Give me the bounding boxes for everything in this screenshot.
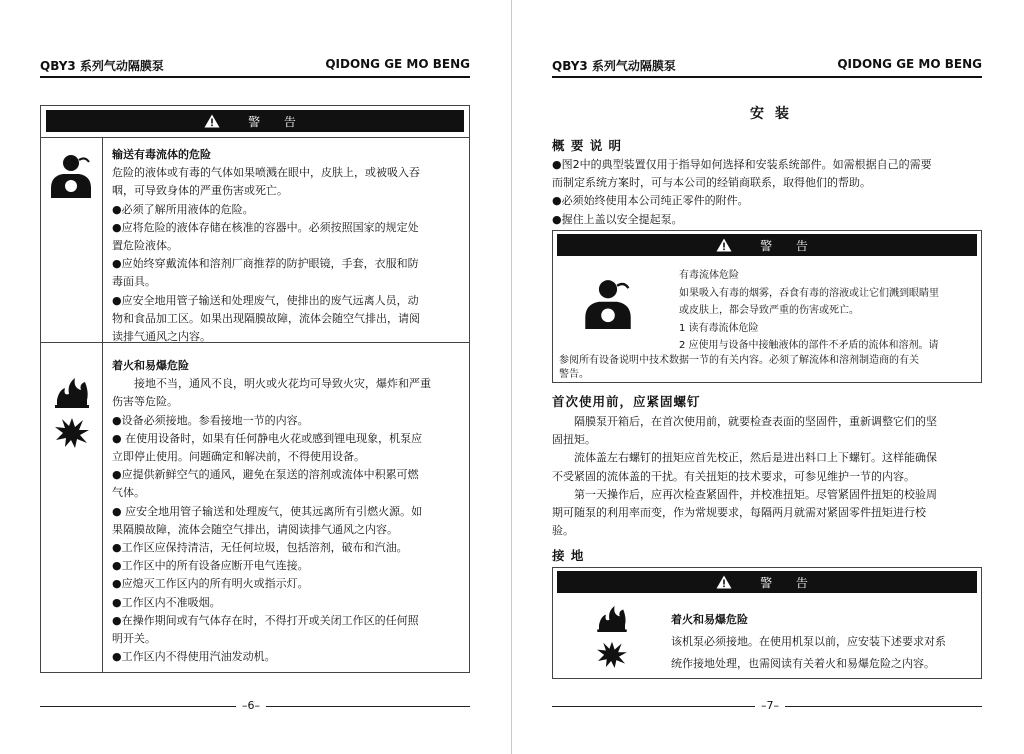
header-right-title: QIDONG GE MO BENG xyxy=(325,57,470,71)
text-line: 该机泵必须接地。在使用机泵以前，应安装下述要求对系 xyxy=(671,635,946,648)
running-header xyxy=(40,57,470,77)
text-line: ● 应安全地用管子输送和处理废气，使其远离所有引燃火源。如 xyxy=(112,504,423,518)
text-line: ●工作区应保持清洁，无任何垃圾，包括溶剂，破布和汽油。 xyxy=(112,541,408,555)
text-line: 伤害等危险。 xyxy=(112,395,178,409)
warning-triangle-icon xyxy=(716,575,732,589)
text-line: 物和食品加工区。如果出现隔膜故障，流体会随空气排出，请阅 xyxy=(112,311,420,325)
text-line: 1 读有毒流体危险 xyxy=(679,322,759,334)
warning-triangle-icon xyxy=(204,114,220,128)
text-line: 立即停止使用。问题确定和解决前，不得使用设备。 xyxy=(112,450,365,464)
text-line: 流体盖左右螺钉的扭矩应首先校正，然后是进出料口上下螺钉。这样能确保 xyxy=(574,451,937,465)
warning-box-fire xyxy=(552,567,982,679)
page-title: 安 装 xyxy=(750,106,792,122)
text-line: 统作接地处理，也需阅读有关着火和易爆危险之内容。 xyxy=(671,657,935,670)
text-line: 验。 xyxy=(552,524,574,538)
divider xyxy=(41,137,469,138)
header-left-title: QBY3 系列气动隔膜泵 xyxy=(40,59,164,73)
text-line: ●应安全地用管子输送和处理废气，使排出的废气远离人员，动 xyxy=(112,293,419,307)
page-number: –7– xyxy=(755,699,785,712)
warning-label: 警 告 xyxy=(760,575,818,590)
text-line: 如果吸入有毒的烟雾，吞食有毒的溶液或让它们溅到眼睛里 xyxy=(679,287,939,299)
fire-warning-text xyxy=(671,609,981,675)
text-line: 咽，可导致身体的严重伤害或死亡。 xyxy=(112,184,288,198)
text-line: ●图2中的典型装置仅用于指导如何选择和安装系统部件。如需根据自己的需要 xyxy=(552,158,932,171)
text-line: ● 在使用设备时，如果有任何静电火花或感到锂电现象，机泵应 xyxy=(112,431,423,445)
toxic-warning-wide xyxy=(559,354,979,382)
running-header xyxy=(552,57,982,77)
divider xyxy=(102,137,103,672)
header-right-title: QIDONG GE MO BENG xyxy=(837,57,982,71)
section-heading: 接 地 xyxy=(552,548,585,563)
text-line: ●设备必须接地。参看接地一节的内容。 xyxy=(112,413,309,427)
text-line: 或皮肤上，都会导致严重的伤害或死亡。 xyxy=(679,305,859,316)
text-line: 警告。 xyxy=(559,369,589,380)
warning-label: 警 告 xyxy=(248,114,306,129)
warning-bar xyxy=(46,110,464,132)
torque-section xyxy=(552,413,992,540)
text-line: 明开关。 xyxy=(112,632,156,646)
overview-section xyxy=(552,156,992,229)
fire-icon xyxy=(55,378,89,408)
text-line: 接地不当，通风不良，明火或火花均可导致火灾，爆炸和严重 xyxy=(134,377,431,391)
text-line: 气体。 xyxy=(112,486,145,500)
text-line: ●在操作期间或有气体存在时，不得打开或关闭工作区的任何照 xyxy=(112,613,419,627)
text-line: ●应熄灭工作区内的所有明火或指示灯。 xyxy=(112,577,309,591)
toxic-title: 输送有毒流体的危险 xyxy=(112,148,211,161)
header-rule xyxy=(552,76,982,78)
text-line: ●应将危险的液体存储在核准的容器中。必须按照国家的规定处 xyxy=(112,220,419,234)
page-number: –6– xyxy=(236,699,266,712)
text-line: ●工作区内不得使用汽油发动机。 xyxy=(112,650,276,664)
text-line: ●应提供新鲜空气的通风，避免在泵送的溶剂或流体中积累可燃 xyxy=(112,468,419,482)
text-line: 参阅所有设备说明中技术数据一节的有关内容。必须了解流体和溶剂制造商的有关 xyxy=(559,355,919,366)
fire-title: 着火和易爆危险 xyxy=(112,359,189,372)
text-line: 危险的液体或有毒的气体如果喷溅在眼中，皮肤上，或被吸入吞 xyxy=(112,166,420,180)
warning-title: 有毒流体危险 xyxy=(679,270,739,281)
explosion-icon xyxy=(597,640,627,668)
text-line: 期可随泵的利用率而变，作为常规要求，每隔两月就需对紧固零件扭矩进行校 xyxy=(552,506,926,520)
text-line: 不受紧固的流体盖的干扰。有关扭矩的技术要求，可参见维护一节的内容。 xyxy=(552,469,915,483)
right-page xyxy=(512,0,1024,754)
explosion-icon xyxy=(55,416,89,448)
text-line: 2 应使用与设备中接触液体的部件不矛盾的流体和溶剂。请 xyxy=(679,340,939,351)
text-line: 隔膜泵开箱后，在首次使用前，就要检查表面的坚固件，重新调整它们的坚 xyxy=(574,415,937,428)
text-line: 固扭矩。 xyxy=(552,433,596,447)
text-line: 置危险液体。 xyxy=(112,239,178,253)
warning-label: 警 告 xyxy=(760,238,818,253)
toxic-inhalation-icon xyxy=(583,279,633,329)
text-line: ●应始终穿戴流体和溶剂厂商推荐的防护眼镜，手套，衣服和防 xyxy=(112,257,419,271)
text-line: ●必须了解所用液体的危险。 xyxy=(112,202,254,216)
warning-box-toxic xyxy=(552,230,982,383)
warning-bar xyxy=(557,234,977,256)
text-line: ●工作区内不准吸烟。 xyxy=(112,595,221,609)
toxic-inhalation-icon xyxy=(49,154,93,198)
fire-icon xyxy=(597,606,627,632)
text-line: 果隔膜故障，流体会随空气排出，请阅读排气通风之内容。 xyxy=(112,522,398,536)
section-heading: 首次使用前，应紧固螺钉 xyxy=(552,394,701,409)
warning-triangle-icon xyxy=(716,238,732,252)
text-line: 第一天操作后，应再次检查紧固件，并校准扭矩。尽管紧固件扭矩的校验周 xyxy=(574,487,937,501)
header-left-title: QBY3 系列气动隔膜泵 xyxy=(552,59,676,73)
warning-title: 着火和易爆危险 xyxy=(671,613,748,626)
text-line: 读排气通风之内容。 xyxy=(112,330,211,344)
section-heading: 概 要 说 明 xyxy=(552,138,623,153)
toxic-warning-text xyxy=(679,267,979,355)
header-rule xyxy=(40,76,470,78)
warning-box-left xyxy=(40,105,470,673)
toxic-section xyxy=(112,146,462,346)
warning-bar xyxy=(557,571,977,593)
fire-section xyxy=(112,357,462,666)
text-line: ●工作区中的所有设备应断开电气连接。 xyxy=(112,559,309,573)
text-line: ●握住上盖以安全提起泵。 xyxy=(552,212,683,226)
text-line: ●必须始终使用本公司纯正零件的附件。 xyxy=(552,194,749,208)
text-line: 而制定系统方案时，可与本公司的经销商联系，取得他们的帮助。 xyxy=(552,176,871,190)
text-line: 毒面具。 xyxy=(112,275,156,289)
